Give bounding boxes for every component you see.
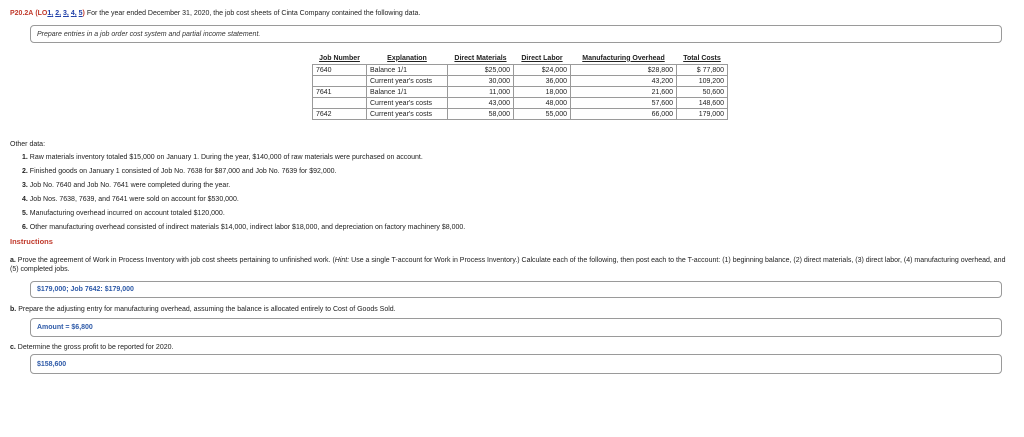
instructions-title: Instructions xyxy=(10,237,53,246)
prompt-text: Prepare entries in a job order cost system and partial income statement. xyxy=(37,30,261,38)
cell xyxy=(313,76,367,87)
instruction-b: b. Prepare the adjusting entry for manufacturing overhead, assuming the balance is allocated entirely to Cost of Goods Sold. xyxy=(10,306,396,313)
cell: 7640 xyxy=(313,65,367,76)
cell: 148,600 xyxy=(677,98,728,109)
cell: 48,000 xyxy=(514,98,571,109)
lo-link-1[interactable]: 1 xyxy=(47,10,52,17)
cell: $28,800 xyxy=(571,65,677,76)
cell xyxy=(313,98,367,109)
cell: $24,000 xyxy=(514,65,571,76)
cell: 36,000 xyxy=(514,76,571,87)
table-header-row xyxy=(313,52,728,65)
col-direct-labor: Direct Labor xyxy=(521,54,563,62)
answer-b-text: Amount = $6,800 xyxy=(37,324,93,331)
col-manufacturing-overhead: Manufacturing Overhead xyxy=(582,54,665,62)
instruction-c: c. Determine the gross profit to be reported for 2020. xyxy=(10,344,174,351)
col-explanation: Explanation xyxy=(387,54,427,62)
cell: Balance 1/1 xyxy=(367,65,448,76)
cell: 30,000 xyxy=(448,76,514,87)
problem-header: P20.2A (LO1, 2, 3, 4, 5) For the year ended December 31, 2020, the job cost sheets of Cinta Company contained the following data. xyxy=(10,10,421,17)
lo-suffix: ) xyxy=(82,10,85,17)
lo-link-3[interactable]: 3 xyxy=(63,10,67,17)
other-data-item-3: 3. Job No. 7640 and Job No. 7641 were completed during the year. xyxy=(22,182,231,189)
table-row xyxy=(313,65,728,76)
cell: Current year's costs xyxy=(367,109,448,120)
cell: $25,000 xyxy=(448,65,514,76)
table-row xyxy=(313,87,728,98)
cell: 7642 xyxy=(313,109,367,120)
instruction-a: a. Prove the agreement of Work in Process Inventory with job cost sheets pertaining to unfinished work. (Hint: Use a single T-account for Work in Process Inventory.) Calculate each of the following, then post each to the T-account: (1) beginning balance, (2) direct materials, (3) direct labor, (4) manufacturing overhead, and (5) completed jobs. xyxy=(10,257,1006,273)
cell: 109,200 xyxy=(677,76,728,87)
cell: Current year's costs xyxy=(367,98,448,109)
table-row xyxy=(313,76,728,87)
lo-prefix: (LO xyxy=(35,10,48,17)
table-row xyxy=(313,98,728,109)
cell: 11,000 xyxy=(448,87,514,98)
cell: 179,000 xyxy=(677,109,728,120)
other-data-item-6: 6. Other manufacturing overhead consisted of indirect materials $14,000, indirect labor $18,000, and depreciation on factory machinery $8,000. xyxy=(22,224,466,231)
lo-link-2[interactable]: 2 xyxy=(55,10,60,17)
cell: 50,600 xyxy=(677,87,728,98)
problem-statement: For the year ended December 31, 2020, the job cost sheets of Cinta Company contained the following data. xyxy=(86,10,421,17)
table-row xyxy=(313,109,728,120)
problem-id: P20.2A xyxy=(10,10,34,17)
cell: 7641 xyxy=(313,87,367,98)
answer-a-field[interactable] xyxy=(30,281,1002,298)
cell: $ 77,800 xyxy=(677,65,728,76)
other-data-item-1: 1. Raw materials inventory totaled $15,000 on January 1. During the year, $140,000 of raw materials were purchased on account. xyxy=(22,154,423,161)
cell: 21,600 xyxy=(571,87,677,98)
cell: 55,000 xyxy=(514,109,571,120)
cell: 18,000 xyxy=(514,87,571,98)
lo-link-4[interactable]: 4 xyxy=(70,10,75,17)
cell: 58,000 xyxy=(448,109,514,120)
answer-c-field[interactable] xyxy=(30,354,1002,374)
prompt-box xyxy=(30,25,1002,43)
cell: 57,600 xyxy=(571,98,677,109)
cell: 43,200 xyxy=(571,76,677,87)
answer-b-field[interactable] xyxy=(30,318,1002,337)
job-cost-table xyxy=(312,52,728,120)
cell: Current year's costs xyxy=(367,76,448,87)
col-job-number: Job Number xyxy=(319,54,360,62)
cell: 43,000 xyxy=(448,98,514,109)
cell: 66,000 xyxy=(571,109,677,120)
other-data-title: Other data: xyxy=(10,141,46,148)
lo-link-5[interactable]: 5 xyxy=(78,10,83,17)
other-data-item-5: 5. Manufacturing overhead incurred on account totaled $120,000. xyxy=(22,210,225,217)
other-data-item-2: 2. Finished goods on January 1 consisted of Job No. 7638 for $87,000 and Job No. 7639 for $92,000. xyxy=(22,168,337,175)
other-data-item-4: 4. Job Nos. 7638, 7639, and 7641 were sold on account for $530,000. xyxy=(22,196,239,203)
answer-c-text: $158,600 xyxy=(37,360,67,368)
col-total-costs: Total Costs xyxy=(683,54,721,62)
cell: Balance 1/1 xyxy=(367,87,448,98)
answer-a-text: $179,000; Job 7642: $179,000 xyxy=(37,286,134,293)
col-direct-materials: Direct Materials xyxy=(454,54,507,62)
